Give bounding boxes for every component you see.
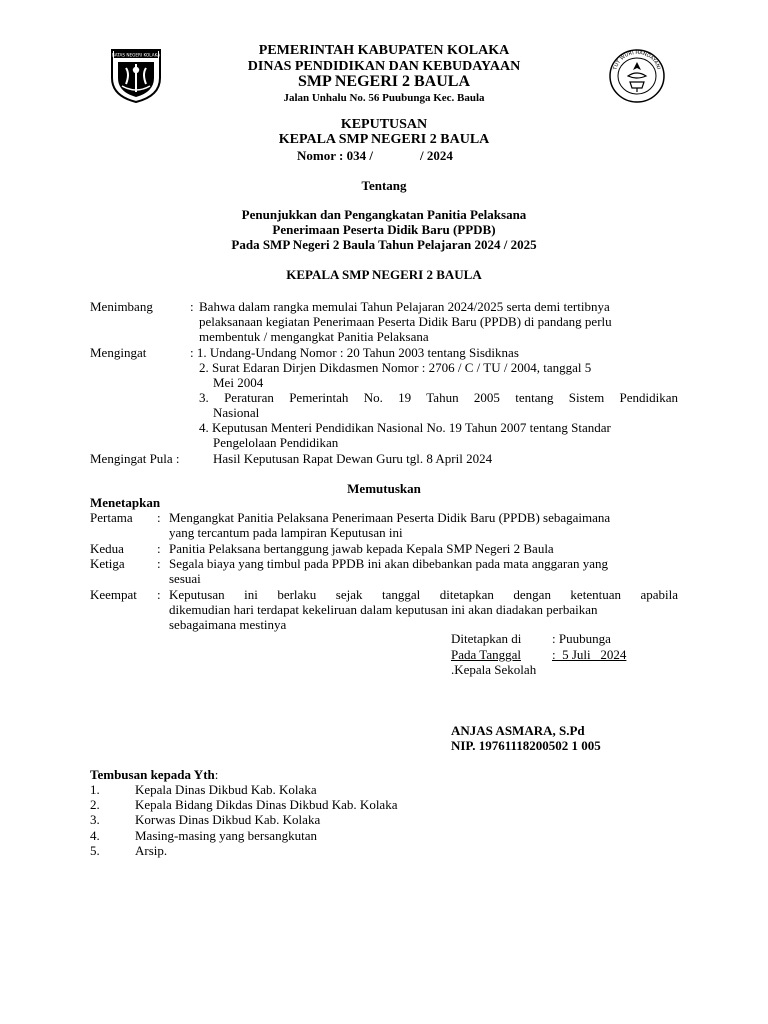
cc-item-number: 1. — [90, 782, 100, 797]
cc-item-text: Kepala Bidang Dikdas Dinas Dikbud Kab. Kolaka — [135, 797, 398, 812]
cc-item-text: Masing-masing yang bersangkutan — [135, 828, 317, 843]
subject-line-1: Penunjukkan dan Pengangkatan Panitia Pelaksana — [241, 207, 527, 222]
decision-keempat-text-2: dikemudian hari terdapat kekeliruan dalam keputusan ini akan diadakan perbaikan — [169, 602, 598, 617]
decision-keempat-label: Keempat — [90, 587, 137, 602]
letterhead-government: PEMERINTAH KABUPATEN KOLAKA — [258, 43, 510, 58]
cc-item-number: 2. — [90, 797, 100, 812]
decision-kedua-label: Kedua — [90, 541, 124, 556]
mengingat-item-2-cont: Mei 2004 — [213, 375, 264, 390]
document-number — [297, 148, 453, 164]
mengingat-item-3: 3. Peraturan Pemerintah No. 19 Tahun 2005 tentang Sistem Pendidikan — [199, 390, 678, 405]
decision-pertama-text-1: Mengangkat Panitia Pelaksana Penerimaan Peserta Didik Baru (PPDB) sebagaimana — [169, 510, 611, 525]
mengingat-label: Mengingat — [90, 345, 147, 360]
menimbang-text-3: membentuk / mengangkat Panitia Pelaksana — [199, 329, 429, 344]
subject-line-3: Pada SMP Negeri 2 Baula Tahun Pelajaran 2024 / 2025 — [231, 237, 537, 252]
signature-date-value: : 5 Juli 2024 — [552, 647, 627, 662]
cc-item-text: Kepala Dinas Dikbud Kab. Kolaka — [135, 782, 317, 797]
mengingat-item-3-cont: Nasional — [213, 405, 260, 420]
decision-keempat-text-1: Keputusan ini berlaku sejak tanggal ditetapkan dengan ketentuan apabila — [169, 587, 678, 602]
cc-item-text: Korwas Dinas Dikbud Kab. Kolaka — [135, 812, 321, 827]
decision-kedua-text: Panitia Pelaksana bertanggung jawab kepada Kepala SMP Negeri 2 Baula — [169, 541, 554, 556]
letterhead-school-name: SMP NEGERI 2 BAULA — [297, 73, 471, 90]
cc-item-number: 4. — [90, 828, 100, 843]
decision-kedua-colon: : — [157, 541, 161, 556]
signature-name: ANJAS ASMARA, S.Pd — [451, 723, 585, 738]
decision-ketiga-label: Ketiga — [90, 556, 125, 571]
signature-place-label: Ditetapkan di — [451, 631, 522, 646]
letterhead-address: Jalan Unhalu No. 56 Puubunga Kec. Baula — [283, 92, 485, 104]
cc-heading — [90, 767, 218, 783]
decision-pertama-colon: : — [157, 510, 161, 525]
cc-heading-colon: : — [214, 767, 219, 782]
decision-keempat-text-3: sebagaimana mestinya — [169, 617, 287, 632]
signature-place-value: : Puubunga — [552, 631, 611, 646]
decision-pertama-text-2: yang tercantum pada lampiran Keputusan ini — [169, 525, 403, 540]
decision-ketiga-colon: : — [157, 556, 161, 571]
decision-ketiga-text-1: Segala biaya yang timbul pada PPDB ini akan dibebankan pada mata anggaran yang — [169, 556, 608, 571]
menimbang-text-2: pelaksanaan kegiatan Penerimaan Peserta Didik Baru (PPDB) di pandang perlu — [199, 314, 612, 329]
mengingat-pula-text: Hasil Keputusan Rapat Dewan Guru tgl. 8 April 2024 — [213, 451, 493, 466]
mengingat-pula-label: Mengingat Pula : — [90, 451, 180, 466]
cc-heading-text: Tembusan kepada Yth — [90, 767, 215, 782]
menetapkan-heading: Menetapkan — [90, 495, 161, 510]
svg-text:BATAS NEGERI KOLAKA: BATAS NEGERI KOLAKA — [111, 52, 161, 58]
signature-role: .Kepala Sekolah — [451, 662, 537, 677]
decision-pertama-label: Pertama — [90, 510, 133, 525]
document-type: KEPUTUSAN — [340, 117, 428, 132]
mengingat-item-1: : 1. Undang-Undang Nomor : 20 Tahun 2003 tentang Sisdiknas — [190, 345, 519, 360]
svg-text:TUT WURI HANDAYANI: TUT WURI HANDAYANI — [612, 49, 662, 71]
signature-nip: NIP. 19761118200502 1 005 — [451, 738, 601, 753]
document-number-year: / 2024 — [419, 148, 453, 163]
memutuskan-heading: Memutuskan — [347, 481, 421, 496]
document-number-label: Nomor : 034 / — [297, 148, 373, 163]
menimbang-colon: : — [190, 299, 194, 314]
signature-date-label: Pada Tanggal — [451, 647, 521, 662]
authority-heading: KEPALA SMP NEGERI 2 BAULA — [286, 267, 482, 282]
letterhead-department: DINAS PENDIDIKAN DAN KEBUDAYAAN — [247, 59, 521, 74]
mengingat-item-4-cont: Pengelolaan Pendidikan — [213, 435, 339, 450]
tentang-heading: Tentang — [361, 178, 407, 193]
decision-keempat-colon: : — [157, 587, 161, 602]
decision-ketiga-text-2: sesuai — [169, 571, 201, 586]
menimbang-text-1: Bahwa dalam rangka memulai Tahun Pelajaran 2024/2025 serta demi tertibnya — [199, 299, 610, 314]
cc-item-number: 3. — [90, 812, 100, 827]
subject-line-2: Penerimaan Peserta Didik Baru (PPDB) — [272, 222, 496, 237]
mengingat-item-2: 2. Surat Edaran Dirjen Dikdasmen Nomor : 2706 / C / TU / 2004, tanggal 5 — [199, 360, 592, 375]
cc-item-number: 5. — [90, 843, 100, 858]
menimbang-label: Menimbang — [90, 299, 153, 314]
mengingat-item-4: 4. Keputusan Menteri Pendidikan Nasional No. 19 Tahun 2007 tentang Standar — [199, 420, 611, 435]
cc-item-text: Arsip. — [135, 843, 168, 858]
document-issuer: KEPALA SMP NEGERI 2 BAULA — [278, 132, 490, 147]
